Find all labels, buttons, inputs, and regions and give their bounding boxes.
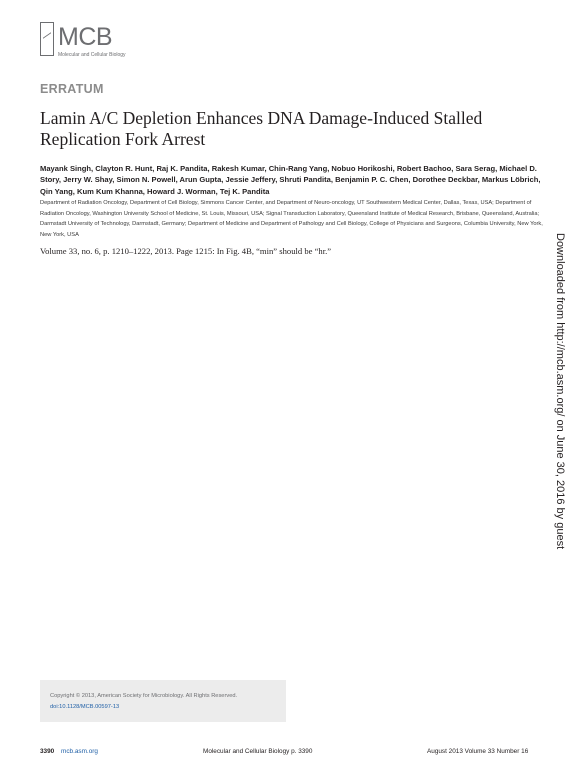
footer-journal: Molecular and Cellular Biology p. 3390 xyxy=(203,748,313,755)
doi-link[interactable]: doi:10.1128/MCB.00597-13 xyxy=(50,704,120,710)
erratum-text: Volume 33, no. 6, p. 1210–1222, 2013. Page 1215: In Fig. 4B, “min” should be “hr.” xyxy=(40,246,332,256)
copyright-line: Copyright © 2013, American Society for Microbiology. All Rights Reserved. xyxy=(50,693,238,699)
copyright-box xyxy=(40,680,286,722)
article-title: Lamin A/C Depletion Enhances DNA Damage-Induced Stalled Replication Fork Arrest xyxy=(40,108,483,149)
logo-subtext: Molecular and Cellular Biology xyxy=(58,52,126,58)
footer-page-number: 3390 xyxy=(40,748,55,755)
affiliations: Department of Radiation Oncology, Department of Cell Biology, Simmons Cancer Center, and Department of Neuro-oncology, UT Southwestern Medical Center, Dallas, Texas, USA; Department of Radiation Oncology, Washington University School of Medicine, St. Louis, Missouri, USA; Signal Transduction Laboratory, Queensland Institute of Medical Research, Brisbane, Queensland, Australia; Darmstadt University of Technology, Darmstadt, Germany; Department of Medicine and Department of Pathology and Cell Biology, College of Physicians and Surgeons, Columbia University, New York, New York, USA xyxy=(40,200,543,238)
footer-issue: August 2013 Volume 33 Number 16 xyxy=(427,748,529,755)
download-note-text: Downloaded from http://mcb.asm.org/ on June 30, 2016 by guest xyxy=(554,233,566,550)
logo-text: MCB xyxy=(58,23,113,51)
section-label: ERRATUM xyxy=(40,82,104,96)
author-list: Mayank Singh, Clayton R. Hunt, Raj K. Pandita, Rakesh Kumar, Chin-Rang Yang, Nobuo Horikoshi, Robert Bachoo, Sara Serag, Michael D. Story, Jerry W. Shay, Simon N. Powell, Arun Gupta, Jessie Jeffery, Shruti Pandita, Benjamin P. C. Chen, Dorothee Deckbar, Markus Löbrich, Qin Yang, Kum Kum Khanna, Howard J. Worman, Tej K. Pandita xyxy=(40,164,541,196)
journal-logo xyxy=(40,22,126,62)
logo-mark-icon xyxy=(40,22,54,56)
footer-site-link[interactable]: mcb.asm.org xyxy=(61,748,98,755)
